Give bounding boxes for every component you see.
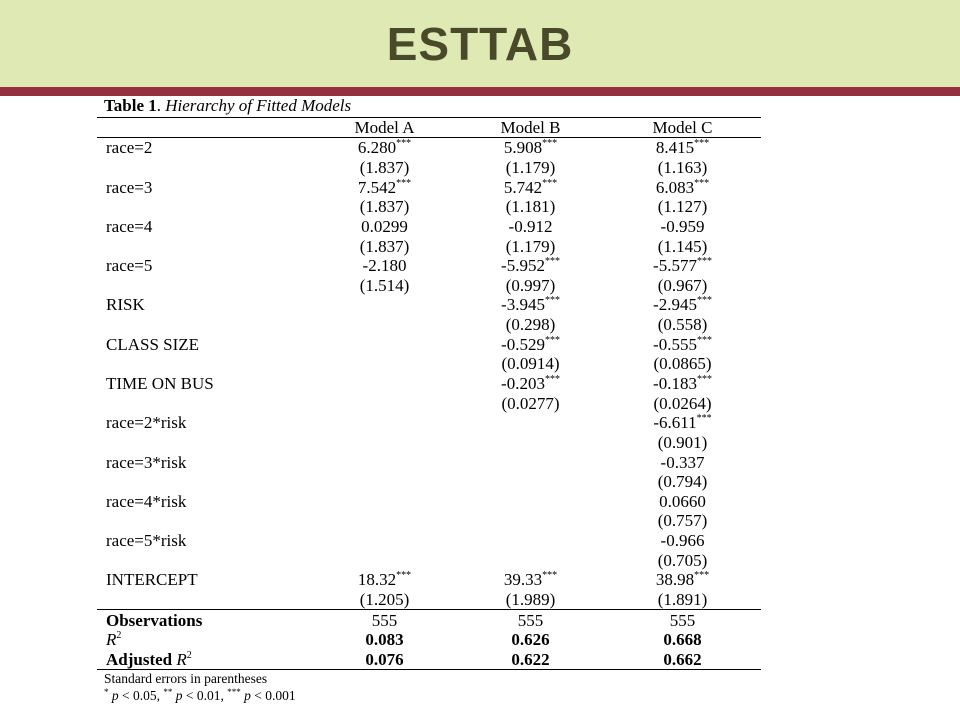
p-symbol-2: p xyxy=(175,688,183,704)
statistics-rows xyxy=(97,610,761,670)
significance-stars: *** xyxy=(544,374,560,385)
coef-cell xyxy=(457,138,604,158)
coef-cell xyxy=(312,413,457,433)
standard-error-cell xyxy=(312,354,457,374)
se-row xyxy=(97,354,761,374)
se-row xyxy=(97,550,761,570)
standard-error-cell: (0.0865) xyxy=(653,354,712,374)
variable-label: race=4*risk xyxy=(106,491,187,511)
standard-error-cell: (1.837) xyxy=(359,236,410,256)
coef-cell xyxy=(312,256,457,276)
standard-error-cell xyxy=(312,472,457,492)
coef-cell xyxy=(457,295,604,315)
standard-error-cell xyxy=(457,511,604,531)
coef-value: -2.180 xyxy=(362,256,407,276)
se-label-blank xyxy=(97,472,312,492)
coef-row xyxy=(97,452,761,472)
stat-value: 555 xyxy=(371,610,398,630)
se-label-blank xyxy=(97,590,312,610)
coef-value: -0.912 xyxy=(508,216,553,236)
coef-value: -0.203 xyxy=(501,374,545,393)
significance-stars: *** xyxy=(542,177,558,189)
se-label-blank xyxy=(97,550,312,570)
coef-row xyxy=(97,570,761,590)
variable-label: race=2 xyxy=(106,138,153,158)
coef-row xyxy=(97,334,761,354)
slide-title: ESTTAB xyxy=(386,18,574,70)
se-label-blank xyxy=(97,393,312,413)
significance-stars: *** xyxy=(696,374,712,385)
standard-error-cell: (0.967) xyxy=(657,275,708,295)
significance-stars: *** xyxy=(396,570,412,582)
coef-cell xyxy=(604,492,761,512)
se-row xyxy=(97,315,761,335)
coef-value: 6.280 xyxy=(357,138,397,158)
standard-error-cell: (1.891) xyxy=(604,590,761,610)
significance-stars: *** xyxy=(542,138,558,150)
stat-label-text: Adjusted xyxy=(106,649,177,669)
banner-divider xyxy=(0,87,960,96)
coef-cell xyxy=(604,256,761,276)
coef-cell xyxy=(457,256,604,276)
standard-error-cell: (1.181) xyxy=(505,197,556,217)
coef-cell xyxy=(604,570,761,590)
se-row xyxy=(97,393,761,413)
variable-label: race=5*risk xyxy=(106,531,187,551)
coef-value: -0.183 xyxy=(653,374,697,393)
coef-row xyxy=(97,138,761,158)
standard-error-cell: (0.298) xyxy=(505,315,556,335)
standard-error-cell: (1.145) xyxy=(657,236,708,256)
coef-value: 7.542 xyxy=(357,177,397,197)
standard-error-cell: (1.205) xyxy=(312,590,457,610)
stat-value: 0.083 xyxy=(365,630,404,650)
coef-value: -5.952 xyxy=(501,256,545,276)
coef-row xyxy=(97,374,761,394)
significance-stars: *** xyxy=(396,138,412,150)
coef-cell xyxy=(457,452,604,472)
header-blank xyxy=(97,118,312,138)
stat-label-superscript: 2 xyxy=(116,630,122,642)
variable-label: RISK xyxy=(106,295,145,315)
coef-value: 8.415 xyxy=(655,138,695,158)
stat-label-italic: R xyxy=(176,649,187,669)
coef-value: -3.945 xyxy=(501,295,545,315)
coef-value: -0.529 xyxy=(501,334,545,354)
header-model-b: Model B xyxy=(457,118,604,138)
header-model-c: Model C xyxy=(604,118,761,138)
stat-row xyxy=(97,630,761,650)
coef-row xyxy=(97,413,761,433)
variable-label: race=3 xyxy=(106,177,153,197)
star-3: *** xyxy=(227,687,241,698)
standard-error-cell: (0.0914) xyxy=(501,354,560,374)
coef-cell xyxy=(457,334,604,354)
coef-row xyxy=(97,256,761,276)
significance-stars: *** xyxy=(696,334,712,346)
significance-stars: *** xyxy=(696,256,712,268)
stat-row xyxy=(97,650,761,670)
coef-cell xyxy=(312,177,457,197)
coef-value: -5.577 xyxy=(653,256,697,276)
coef-value: 38.98 xyxy=(655,570,695,590)
se-label-blank xyxy=(97,433,312,453)
coef-cell xyxy=(312,374,457,394)
stat-row xyxy=(97,610,761,630)
coef-value: 5.742 xyxy=(503,177,543,197)
coef-row xyxy=(97,531,761,551)
notes-significance xyxy=(104,687,761,704)
stat-label xyxy=(97,650,312,670)
coef-row xyxy=(97,217,761,237)
coef-value: 5.908 xyxy=(503,138,543,158)
standard-error-cell xyxy=(312,315,457,335)
coef-row xyxy=(97,295,761,315)
stat-value: 0.668 xyxy=(663,630,702,650)
title-banner xyxy=(0,0,960,87)
coef-cell xyxy=(312,217,457,237)
coef-cell xyxy=(457,531,604,551)
header-model-a: Model A xyxy=(312,118,457,138)
stat-value: 555 xyxy=(669,610,696,630)
p-symbol-1: p xyxy=(111,688,119,704)
stat-label-text: R xyxy=(106,630,117,650)
coef-cell xyxy=(312,334,457,354)
significance-stars: *** xyxy=(542,570,558,582)
se-row xyxy=(97,472,761,492)
coef-cell xyxy=(604,334,761,354)
standard-error-cell: (0.0277) xyxy=(501,393,560,413)
coef-cell xyxy=(604,138,761,158)
table-caption xyxy=(97,96,761,118)
coef-cell xyxy=(604,413,761,433)
standard-error-cell: (0.0264) xyxy=(653,393,712,413)
stat-label-text: Observations xyxy=(106,610,203,630)
se-label-blank xyxy=(97,354,312,374)
standard-error-cell xyxy=(312,393,457,413)
caption-table-number: Table 1 xyxy=(104,96,157,115)
se-row xyxy=(97,275,761,295)
se-row xyxy=(97,236,761,256)
standard-error-cell: (0.705) xyxy=(657,550,708,570)
se-label-blank xyxy=(97,236,312,256)
stat-value: 0.622 xyxy=(457,650,604,670)
standard-error-cell: (1.837) xyxy=(359,157,410,177)
standard-error-cell: (1.179) xyxy=(505,157,556,177)
se-row xyxy=(97,197,761,217)
coef-value: 6.083 xyxy=(655,177,695,197)
variable-label: race=4 xyxy=(106,216,153,236)
se-row xyxy=(97,511,761,531)
coef-cell xyxy=(604,177,761,197)
coef-row xyxy=(97,177,761,197)
se-row xyxy=(97,433,761,453)
coef-cell xyxy=(312,531,457,551)
coef-cell xyxy=(604,374,761,394)
standard-error-cell xyxy=(457,550,604,570)
caption-title: Hierarchy of Fitted Models xyxy=(165,96,352,115)
coef-cell xyxy=(457,413,604,433)
significance-stars: *** xyxy=(544,334,560,346)
p-symbol-3: p xyxy=(244,688,251,704)
star-2: ** xyxy=(163,687,173,698)
standard-error-cell: (0.901) xyxy=(657,432,708,452)
stat-value: 0.076 xyxy=(312,650,457,670)
standard-error-cell xyxy=(312,511,457,531)
variable-label: race=5 xyxy=(106,256,153,276)
stat-label xyxy=(97,610,312,630)
standard-error-cell xyxy=(312,433,457,453)
table-notes xyxy=(97,670,761,704)
se-row xyxy=(97,158,761,178)
variable-label: race=3*risk xyxy=(106,452,187,472)
significance-stars: *** xyxy=(694,177,710,189)
coef-cell xyxy=(312,138,457,158)
coef-cell xyxy=(604,295,761,315)
standard-error-cell xyxy=(457,472,604,492)
significance-stars: *** xyxy=(544,295,560,307)
significance-stars: *** xyxy=(396,177,412,189)
significance-stars: *** xyxy=(696,295,712,307)
se-row xyxy=(97,590,761,610)
standard-error-cell: (1.179) xyxy=(505,236,556,256)
standard-error-cell xyxy=(457,433,604,453)
star-1: * xyxy=(104,687,109,698)
coef-cell xyxy=(312,492,457,512)
coef-value: -0.959 xyxy=(660,216,705,236)
variable-label: TIME ON BUS xyxy=(106,374,214,393)
coefficient-rows xyxy=(97,138,761,610)
coef-cell xyxy=(312,570,457,590)
coef-cell xyxy=(457,217,604,237)
regression-table-document xyxy=(97,96,761,704)
standard-error-cell xyxy=(312,550,457,570)
stat-value: 0.626 xyxy=(511,630,550,650)
coef-row xyxy=(97,492,761,512)
coef-cell xyxy=(312,295,457,315)
caption-separator: . xyxy=(156,96,166,115)
significance-stars: *** xyxy=(696,413,712,425)
header-row xyxy=(97,118,761,138)
coef-value: -6.611 xyxy=(653,413,697,433)
regression-table xyxy=(97,118,761,670)
significance-stars: *** xyxy=(694,570,710,582)
coef-cell xyxy=(604,531,761,551)
se-label-blank xyxy=(97,158,312,178)
significance-stars: *** xyxy=(694,138,710,150)
threshold-2: < 0.01, xyxy=(182,688,228,704)
standard-error-cell: (0.794) xyxy=(657,472,708,492)
coef-value: 39.33 xyxy=(503,570,543,590)
notes-standard-errors: Standard errors in parentheses xyxy=(104,671,268,687)
coef-cell xyxy=(457,374,604,394)
coef-value: 18.32 xyxy=(357,570,397,590)
coef-value: 0.0660 xyxy=(659,491,706,511)
variable-label: race=2*risk xyxy=(106,413,187,433)
coef-cell xyxy=(312,452,457,472)
stat-value: 0.662 xyxy=(604,650,761,670)
coef-value: -2.945 xyxy=(653,295,697,315)
standard-error-cell: (0.997) xyxy=(505,275,556,295)
standard-error-cell: (0.757) xyxy=(657,511,708,531)
standard-error-cell: (1.163) xyxy=(657,157,708,177)
variable-label: INTERCEPT xyxy=(106,570,198,590)
significance-stars: *** xyxy=(544,256,560,268)
coef-value: -0.966 xyxy=(660,531,705,551)
variable-label: CLASS SIZE xyxy=(106,334,200,354)
coef-value: 0.0299 xyxy=(361,216,408,236)
coef-cell xyxy=(604,452,761,472)
coef-cell xyxy=(457,492,604,512)
coef-cell xyxy=(604,217,761,237)
threshold-1: < 0.05, xyxy=(118,688,164,704)
se-label-blank xyxy=(97,511,312,531)
stat-value: 555 xyxy=(517,610,544,630)
standard-error-cell: (1.514) xyxy=(359,275,410,295)
stat-label-superscript: 2 xyxy=(186,649,192,661)
se-label-blank xyxy=(97,197,312,217)
coef-value: -0.337 xyxy=(660,452,705,472)
se-label-blank xyxy=(97,275,312,295)
stat-label xyxy=(97,630,312,650)
standard-error-cell: (1.837) xyxy=(359,197,410,217)
standard-error-cell: (1.127) xyxy=(657,197,708,217)
threshold-3: < 0.001 xyxy=(250,688,296,704)
coef-value: -0.555 xyxy=(653,334,697,354)
se-label-blank xyxy=(97,315,312,335)
standard-error-cell: (1.989) xyxy=(457,590,604,610)
coef-cell xyxy=(457,570,604,590)
standard-error-cell: (0.558) xyxy=(657,315,708,335)
coef-cell xyxy=(457,177,604,197)
